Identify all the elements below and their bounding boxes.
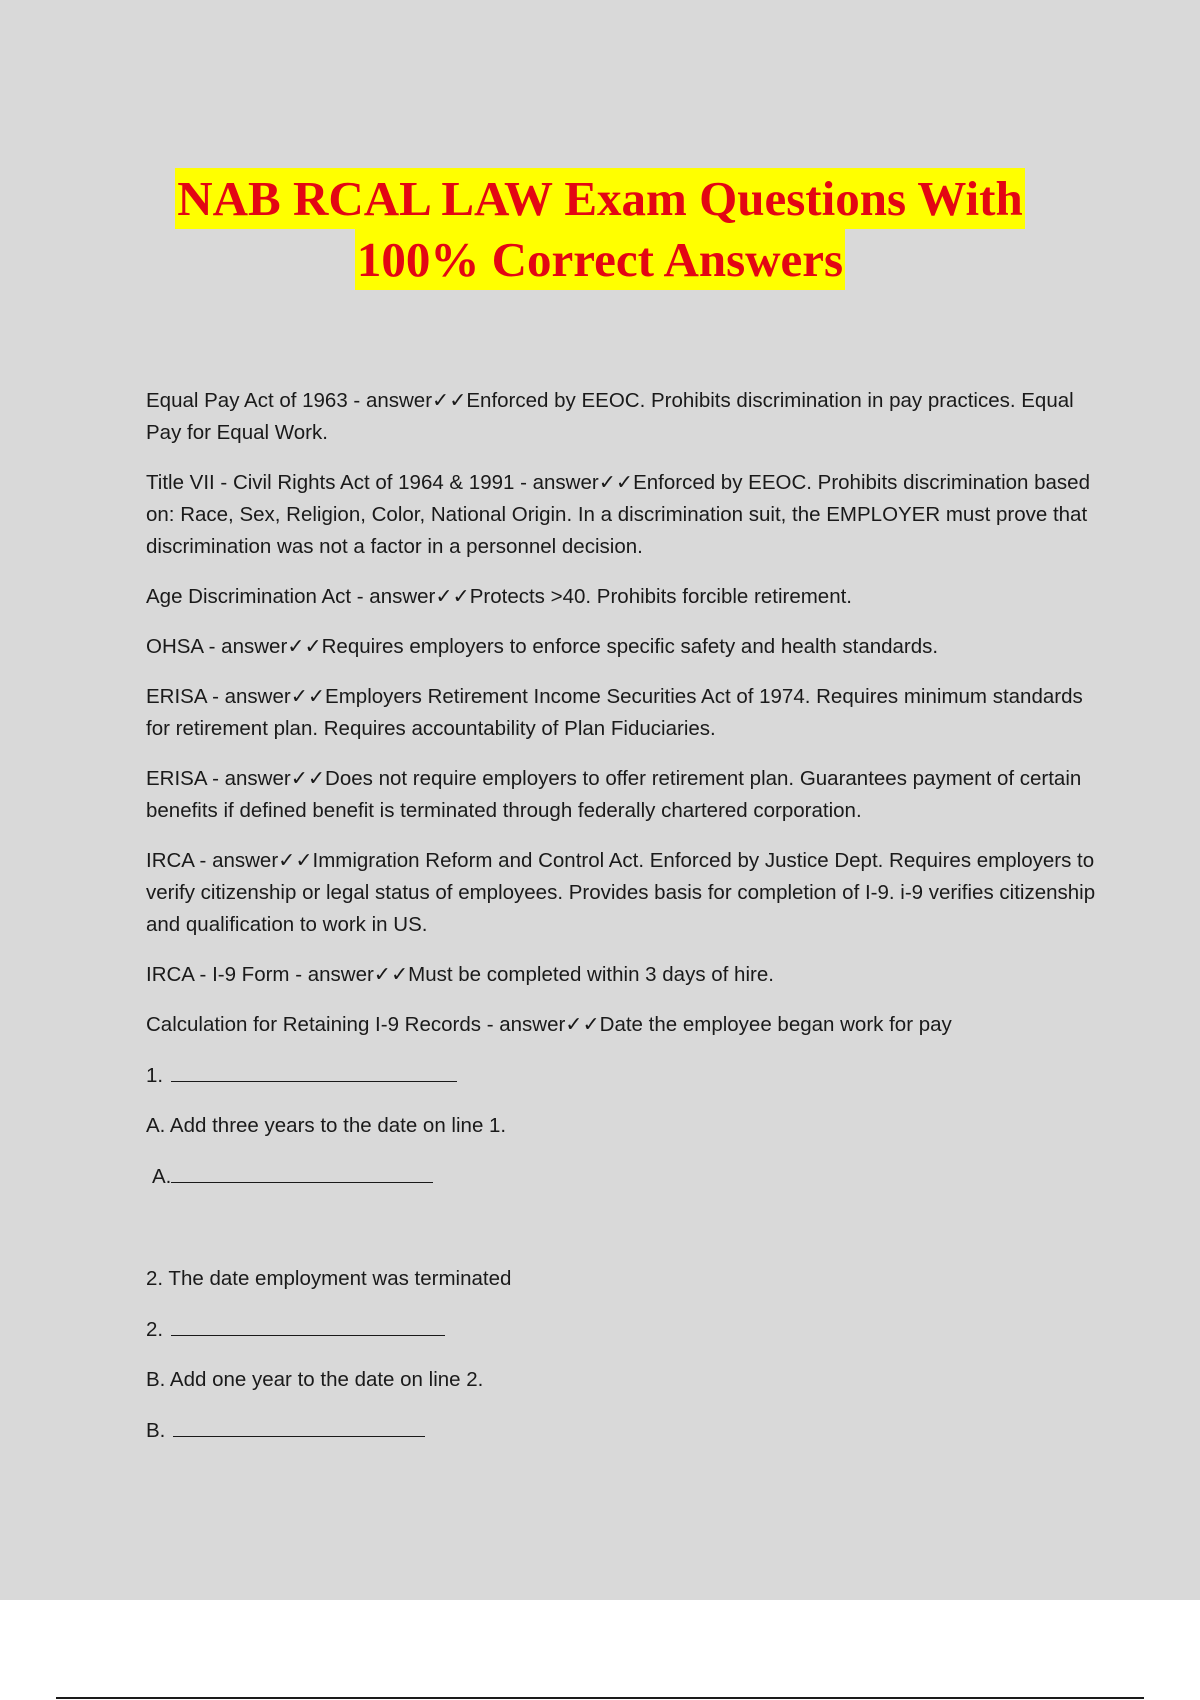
worksheet-spacer (146, 1211, 1096, 1263)
footer-rule (56, 1697, 1144, 1699)
worksheet-line-b-label: B. (146, 1419, 166, 1442)
worksheet-line-1-blank (171, 1059, 457, 1082)
entry-equal-pay-act: Equal Pay Act of 1963 - answer✓✓Enforced by EEOC. Prohibits discrimination in pay practices. Equal Pay for Equal Work. (146, 389, 1074, 444)
title-line-1: NAB RCAL LAW Exam Questions With (175, 168, 1024, 229)
worksheet-step-2: 2. The date employment was terminated (146, 1267, 512, 1290)
entry-irca: IRCA - answer✓✓Immigration Reform and Control Act. Enforced by Justice Dept. Requires employers to verify citizenship or legal status of employees. Provides basis for completion of I-9. i-9 verifies citizenship and qualification to work in US. (146, 849, 1096, 936)
entry-erisa-2: ERISA - answer✓✓Does not require employers to offer retirement plan. Guarantees payment of certain benefits if defined benefit is terminated through federally chartered corporation. (146, 767, 1082, 822)
entry-i9-retention: Calculation for Retaining I-9 Records - answer✓✓Date the employee began work for pay (146, 1013, 952, 1036)
worksheet-line-a (146, 1160, 1096, 1193)
worksheet-step-b: B. Add one year to the date on line 2. (146, 1368, 484, 1391)
worksheet-line-1 (146, 1059, 1096, 1092)
document-body (146, 385, 1096, 1465)
worksheet-line-2-label: 2. (146, 1318, 164, 1341)
title-line-2: 100% Correct Answers (355, 229, 845, 290)
entry-ohsa: OHSA - answer✓✓Requires employers to enforce specific safety and health standards. (146, 635, 939, 658)
worksheet-line-b-blank (173, 1414, 425, 1437)
worksheet-line-b (146, 1414, 1096, 1447)
worksheet-step-a: A. Add three years to the date on line 1. (146, 1114, 507, 1137)
worksheet-line-2-blank (171, 1313, 445, 1336)
entry-age-discrimination-act: Age Discrimination Act - answer✓✓Protects >40. Prohibits forcible retirement. (146, 585, 852, 608)
worksheet-line-a-blank (171, 1160, 433, 1183)
entry-erisa-1: ERISA - answer✓✓Employers Retirement Income Securities Act of 1974. Requires minimum standards for retirement plan. Requires accountability of Plan Fiduciaries. (146, 685, 1083, 740)
worksheet-line-a-label: A. (152, 1165, 172, 1188)
worksheet-line-1-label: 1. (146, 1064, 164, 1087)
entry-irca-i9-form: IRCA - I-9 Form - answer✓✓Must be completed within 3 days of hire. (146, 963, 774, 986)
entry-title-vii: Title VII - Civil Rights Act of 1964 & 1991 - answer✓✓Enforced by EEOC. Prohibits discrimination based on: Race, Sex, Religion, Color, National Origin. In a discrimination suit, the EMPLOYER must prove that discrimination was not a factor in a personnel decision. (146, 471, 1090, 558)
document-title (0, 168, 1200, 290)
worksheet-line-2 (146, 1313, 1096, 1346)
